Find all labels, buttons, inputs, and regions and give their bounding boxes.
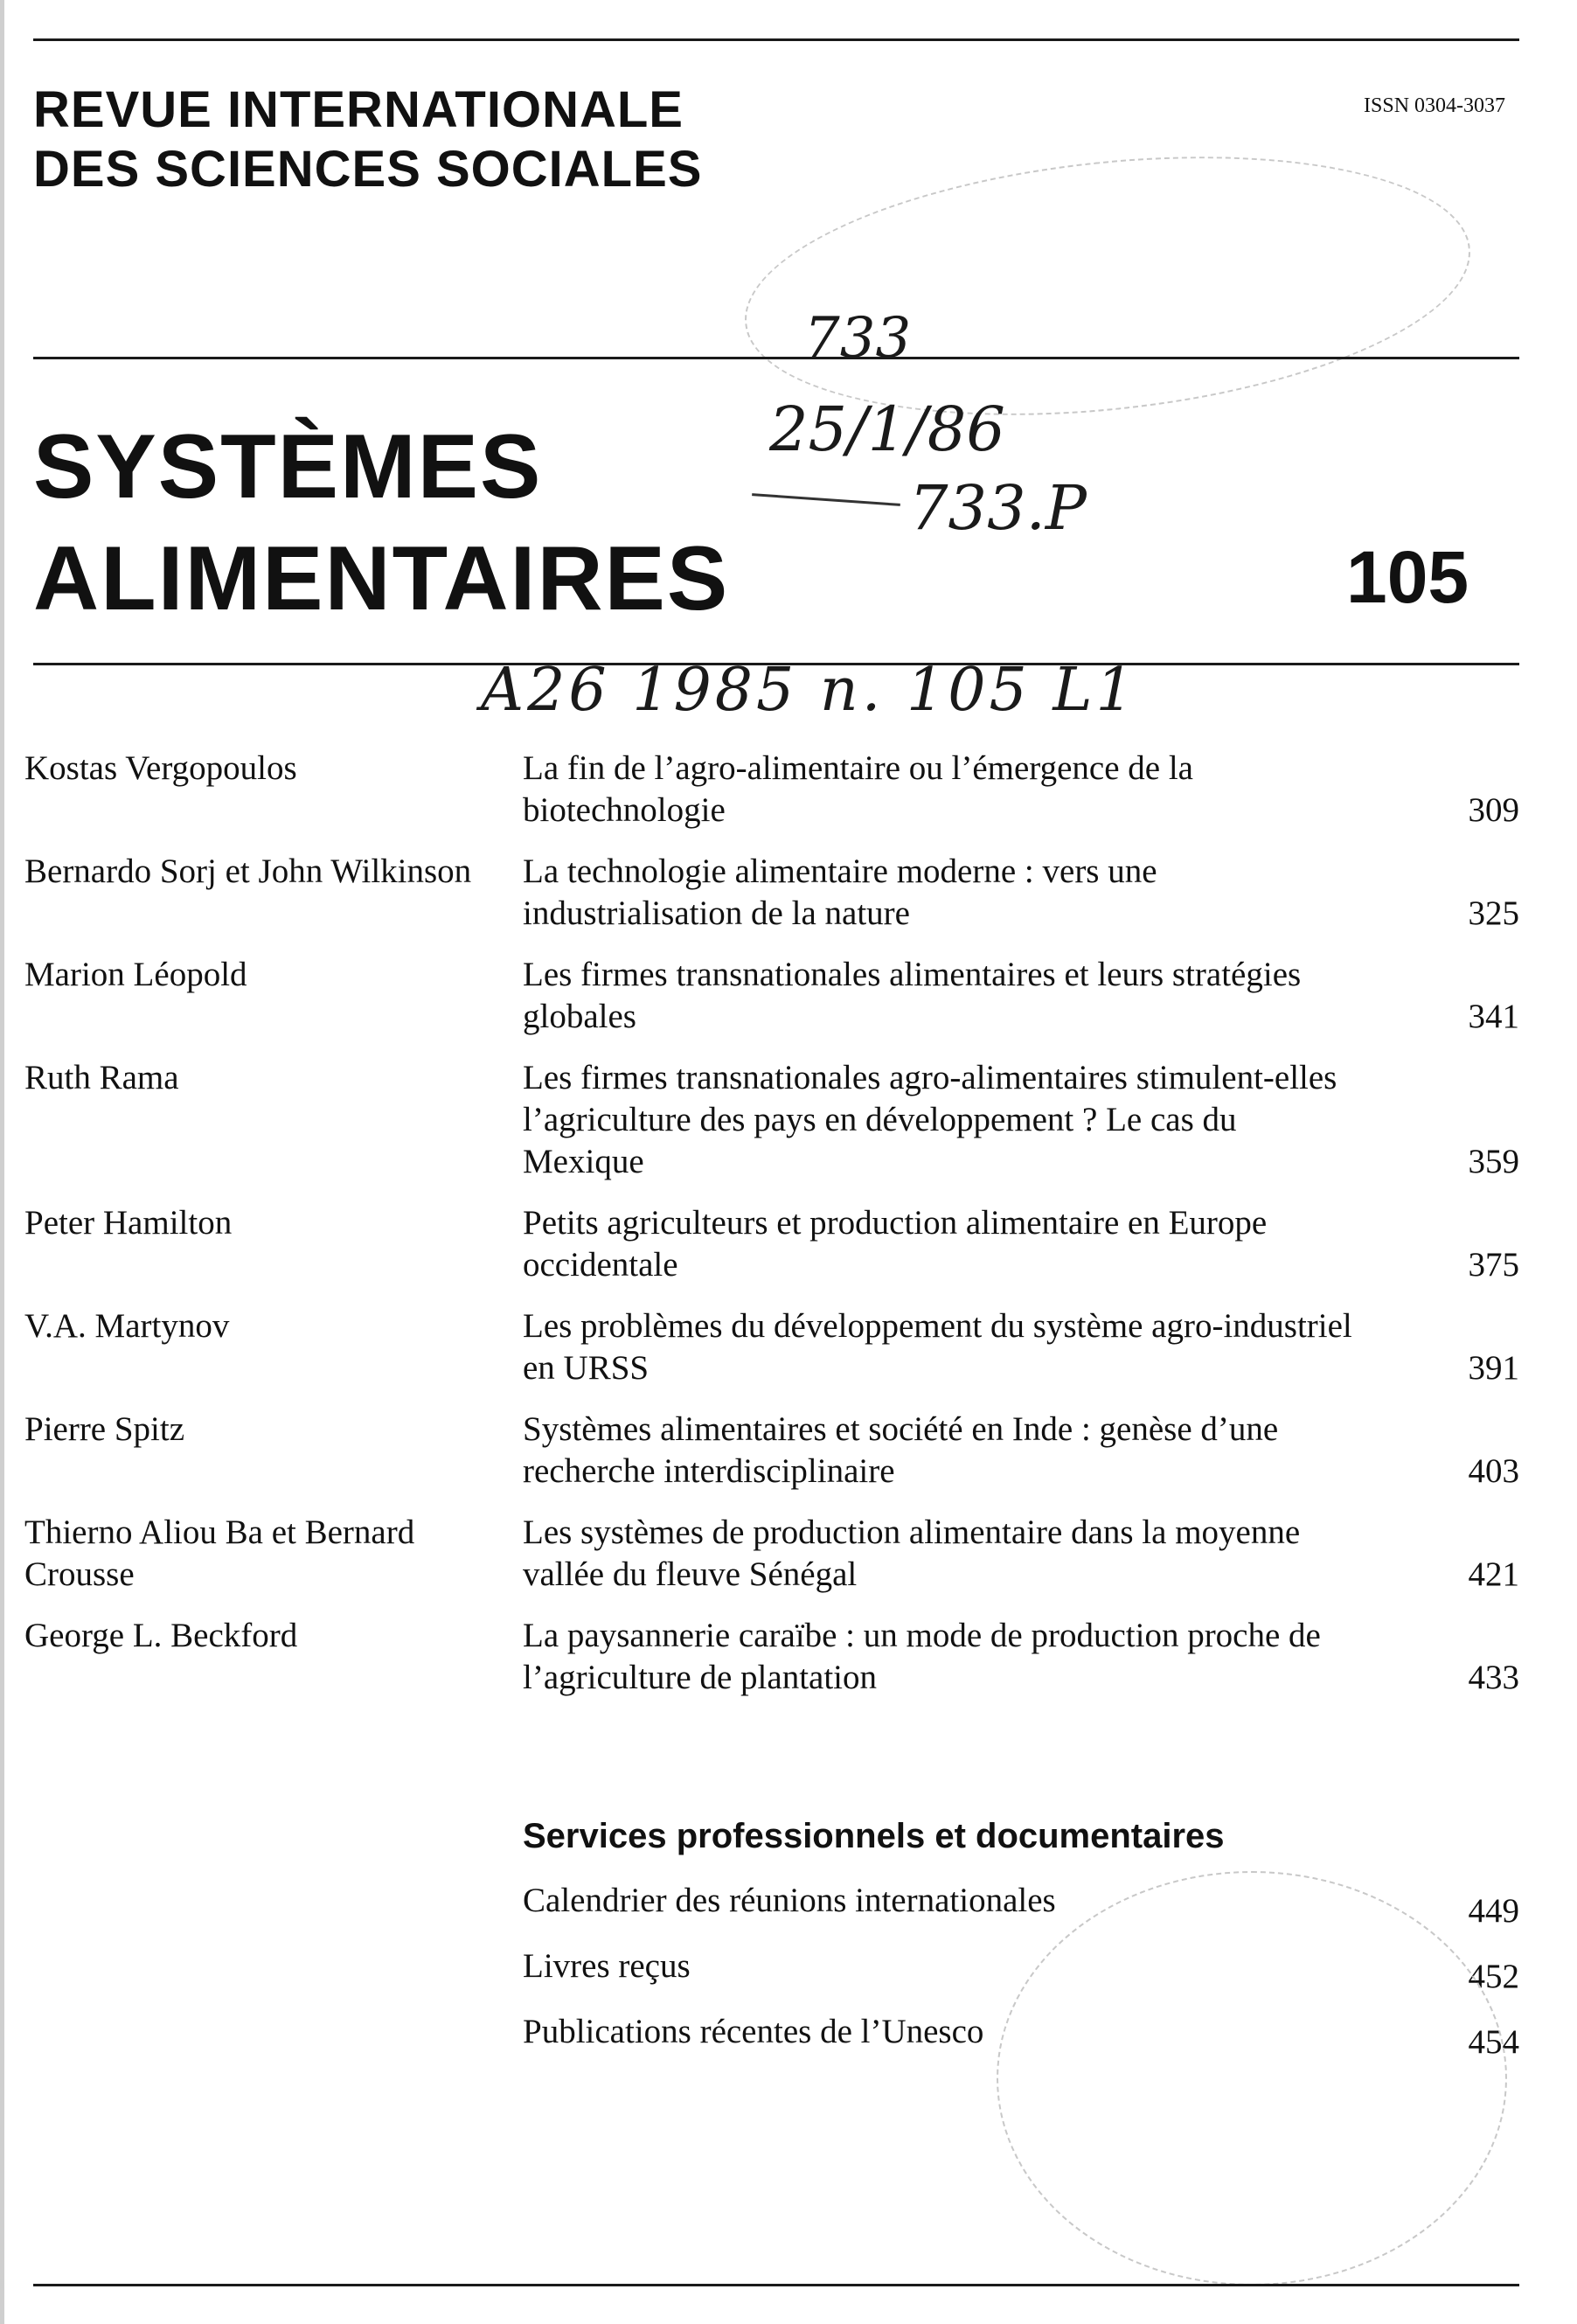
article-page: 433 xyxy=(1468,1659,1519,1696)
article-title: Les problèmes du développement du système agro-industriel en URSS xyxy=(523,1307,1352,1387)
handwritten-dash xyxy=(752,493,900,506)
article-title: Les firmes transnationales agro-alimentaires stimulent-elles l’agriculture des pays en développement ? Le cas du Mexique xyxy=(523,1059,1337,1180)
journal-title-line-1: REVUE INTERNATIONALE xyxy=(33,81,684,138)
service-page: 452 xyxy=(1468,1958,1519,1995)
article-title: Systèmes alimentaires et société en Inde : genèse d’une recherche interdisciplinaire xyxy=(523,1410,1279,1490)
toc-entry xyxy=(0,1305,1577,1389)
article-page: 421 xyxy=(1468,1555,1519,1593)
article-author: Pierre Spitz xyxy=(24,1410,185,1448)
handwritten-shelf-mark: A26 1985 n. 105 L1 xyxy=(481,656,1137,725)
toc-entry xyxy=(0,1202,1577,1286)
article-page: 359 xyxy=(1468,1143,1519,1180)
service-label: Publications récentes de l’Unesco xyxy=(523,2013,984,2050)
journal-title xyxy=(33,80,702,199)
service-label: Calendrier des réunions internationales xyxy=(523,1882,1056,1919)
issue-theme-title xyxy=(33,411,729,635)
article-page: 341 xyxy=(1468,998,1519,1035)
service-page: 454 xyxy=(1468,2023,1519,2061)
toc-entry xyxy=(0,1057,1577,1183)
service-label: Livres reçus xyxy=(523,1947,691,1985)
article-page: 391 xyxy=(1468,1349,1519,1387)
article-author: Kostas Vergopoulos xyxy=(24,749,297,787)
handwritten-date: 25/1/86 xyxy=(769,393,1005,465)
article-author: Marion Léopold xyxy=(24,956,247,993)
issue-theme-line-1: SYSTÈMES xyxy=(33,416,543,518)
header-rule xyxy=(33,357,1519,359)
bottom-rule xyxy=(33,2284,1519,2286)
article-author: Bernardo Sorj et John Wilkinson xyxy=(24,852,472,890)
article-title: La paysannerie caraïbe : un mode de production proche de l’agriculture de plantation xyxy=(523,1617,1321,1696)
article-page: 375 xyxy=(1468,1246,1519,1284)
article-title: Les firmes transnationales alimentaires et leurs stratégies globales xyxy=(523,956,1302,1035)
article-title: Petits agriculteurs et production alimentaire en Europe occidentale xyxy=(523,1204,1268,1284)
article-author: George L. Beckford xyxy=(24,1617,298,1654)
toc-entry xyxy=(0,1615,1577,1699)
article-page: 309 xyxy=(1468,791,1519,829)
issue-theme-line-2: ALIMENTAIRES xyxy=(33,528,730,630)
article-author: Ruth Rama xyxy=(24,1059,179,1096)
table-of-contents xyxy=(0,748,1577,1718)
journal-title-line-2: DES SCIENCES SOCIALES xyxy=(33,141,703,198)
toc-entry xyxy=(0,1512,1577,1596)
article-title: La technologie alimentaire moderne : vers une industrialisation de la nature xyxy=(523,852,1157,932)
toc-entry xyxy=(0,748,1577,831)
toc-entry xyxy=(0,954,1577,1038)
top-rule xyxy=(33,38,1519,41)
article-title: Les systèmes de production alimentaire dans la moyenne vallée du fleuve Sénégal xyxy=(523,1513,1301,1593)
toc-entry xyxy=(0,851,1577,935)
article-page: 325 xyxy=(1468,894,1519,932)
circular-stamp xyxy=(997,1871,1507,2286)
article-title: La fin de l’agro-alimentaire ou l’émergence de la biotechnologie xyxy=(523,749,1193,829)
issue-number: 105 xyxy=(1346,536,1469,618)
handwritten-call-number: 733.P xyxy=(909,472,1087,544)
handwritten-note-1: 733 xyxy=(804,306,912,371)
article-author: Thierno Aliou Ba et Bernard Crousse xyxy=(24,1513,415,1593)
article-page: 403 xyxy=(1468,1452,1519,1490)
issn: ISSN 0304-3037 xyxy=(1364,94,1506,117)
article-author: Peter Hamilton xyxy=(24,1204,233,1242)
services-heading: Services professionnels et documentaires xyxy=(523,1817,1225,1855)
service-page: 449 xyxy=(1468,1892,1519,1930)
article-author: V.A. Martynov xyxy=(24,1307,230,1345)
toc-entry xyxy=(0,1409,1577,1493)
